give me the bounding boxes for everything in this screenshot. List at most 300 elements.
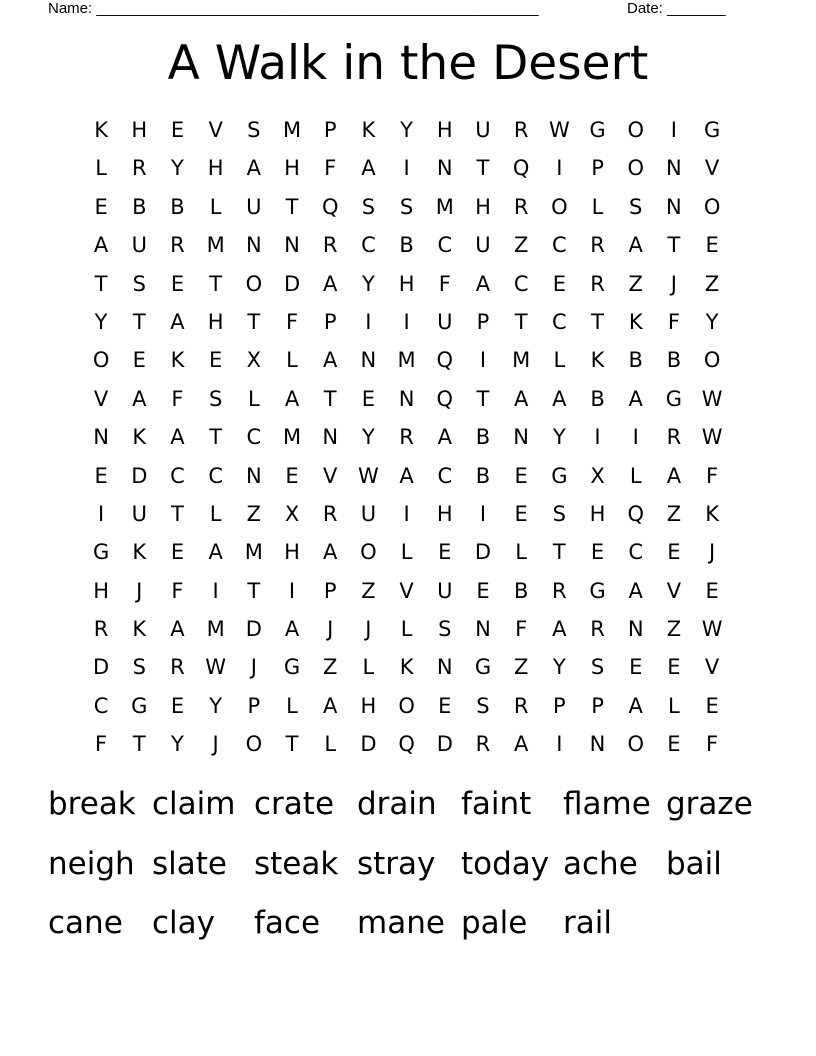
grid-letter: Y <box>705 309 719 334</box>
grid-letter: A <box>93 233 109 258</box>
grid-letter: N <box>93 425 109 450</box>
grid-letter: Q <box>512 156 530 181</box>
grid-letter: A <box>628 578 643 603</box>
grid-letter: U <box>131 501 147 526</box>
grid-letter: J <box>365 617 372 642</box>
grid-letter: G <box>551 463 568 488</box>
grid-letter: E <box>170 693 185 718</box>
grid-letter: V <box>323 463 338 488</box>
grid-letter: B <box>513 578 529 603</box>
grid-letter: N <box>245 463 262 488</box>
grid-letter: S <box>399 194 414 219</box>
grid-letter: J <box>212 732 219 757</box>
grid-letter: A <box>552 386 567 411</box>
grid-letter: E <box>170 271 185 296</box>
grid-letter: P <box>323 578 337 603</box>
grid-letter: K <box>170 348 185 373</box>
grid-letter: M <box>397 348 416 373</box>
grid-letter: C <box>208 463 223 488</box>
grid-letter: T <box>132 732 146 757</box>
grid-letter: L <box>247 386 260 411</box>
grid-letter: C <box>170 463 185 488</box>
grid-letter: N <box>589 732 606 757</box>
word-bank-item: break <box>48 786 136 822</box>
grid-letter: U <box>246 194 262 219</box>
grid-letter: G <box>131 693 148 718</box>
grid-letter: C <box>437 463 453 488</box>
grid-letter: K <box>628 309 643 334</box>
grid-letter: F <box>515 617 528 642</box>
grid-letter: V <box>666 578 682 603</box>
grid-letter: K <box>132 540 147 565</box>
grid-letter: Q <box>436 348 454 373</box>
grid-letter: T <box>247 578 261 603</box>
grid-letter: E <box>132 348 146 373</box>
grid-letter: Q <box>627 501 644 526</box>
grid-letter: O <box>360 540 377 565</box>
grid-letter: M <box>206 233 225 258</box>
grid-letter: N <box>627 617 644 642</box>
grid-letter: K <box>132 617 147 642</box>
grid-letter: D <box>93 655 110 680</box>
grid-letter: U <box>475 233 491 258</box>
grid-letter: F <box>171 386 184 411</box>
grid-letter: C <box>552 309 567 334</box>
grid-row <box>82 648 731 686</box>
grid-letter: A <box>170 309 185 334</box>
grid-letter: G <box>474 655 492 680</box>
grid-letter: B <box>399 233 414 258</box>
grid-letter: H <box>398 271 415 296</box>
grid-letter: R <box>170 655 185 680</box>
word-bank-item: bail <box>666 845 722 882</box>
grid-letter: H <box>207 309 224 334</box>
word-bank-item: steak <box>254 845 339 882</box>
grid-letter: C <box>552 233 567 258</box>
grid-letter: Q <box>398 732 415 757</box>
grid-row <box>82 341 731 379</box>
grid-letter: W <box>701 425 723 450</box>
grid-letter: I <box>212 578 219 603</box>
grid-letter: E <box>514 501 528 526</box>
grid-letter: Y <box>400 118 413 142</box>
grid-letter: E <box>438 540 452 565</box>
grid-letter: J <box>708 540 716 565</box>
grid-letter: M <box>435 194 454 219</box>
grid-letter: E <box>705 693 719 718</box>
grid-letter: L <box>400 540 413 565</box>
word-bank-item: clay <box>152 905 215 941</box>
grid-letter: G <box>283 655 301 680</box>
grid-letter: T <box>171 501 184 526</box>
word-bank-item: pale <box>461 905 528 941</box>
grid-letter: Y <box>552 655 566 680</box>
grid-letter: M <box>512 348 531 373</box>
grid-letter: N <box>475 617 491 642</box>
grid-letter: N <box>436 655 453 680</box>
grid-letter: B <box>590 386 605 411</box>
grid-letter: E <box>285 463 299 488</box>
grid-letter: N <box>436 156 453 181</box>
grid-letter: O <box>92 348 110 373</box>
grid-letter: V <box>93 386 109 411</box>
grid-letter: E <box>667 655 681 680</box>
grid-letter: E <box>629 655 643 680</box>
word-bank-item: drain <box>357 786 437 822</box>
grid-letter: I <box>365 309 372 334</box>
grid-letter: H <box>207 156 224 181</box>
grid-letter: N <box>360 348 377 373</box>
grid-letter: E <box>667 732 681 757</box>
grid-letter: L <box>553 348 566 373</box>
grid-row <box>82 380 731 418</box>
grid-letter: F <box>95 732 108 757</box>
word-bank-item: claim <box>152 786 236 822</box>
grid-letter: B <box>475 425 491 450</box>
grid-letter: R <box>322 233 338 258</box>
grid-letter: O <box>245 732 263 757</box>
grid-letter: R <box>513 194 529 219</box>
word-bank-item: slate <box>152 845 227 882</box>
grid-letter: R <box>513 693 529 718</box>
grid-letter: H <box>284 540 300 565</box>
grid-letter: Q <box>321 194 339 219</box>
grid-letter: F <box>438 271 451 296</box>
grid-letter: N <box>666 194 682 219</box>
grid-letter: D <box>131 463 148 488</box>
grid-letter: H <box>131 118 148 142</box>
grid-letter: Y <box>171 732 184 757</box>
grid-letter: P <box>323 309 337 334</box>
grid-letter: R <box>322 501 338 526</box>
grid-letter: S <box>438 617 452 642</box>
grid-row <box>82 188 731 226</box>
grid-letter: V <box>704 156 720 181</box>
grid-row <box>82 725 731 763</box>
grid-letter: R <box>666 425 682 450</box>
grid-letter: A <box>208 540 223 565</box>
grid-letter: T <box>132 309 146 334</box>
grid-letter: L <box>515 540 527 565</box>
grid-letter: R <box>399 425 414 450</box>
name-field-line: Name: _____________________________________________________ <box>48 0 539 17</box>
grid-letter: J <box>250 655 257 680</box>
grid-row <box>82 495 731 533</box>
grid-letter: A <box>323 271 338 296</box>
word-bank-item: flame <box>563 786 651 822</box>
grid-letter: N <box>513 425 530 450</box>
grid-letter: A <box>552 617 567 642</box>
grid-letter: I <box>288 578 296 603</box>
grid-letter: C <box>513 271 529 296</box>
grid-letter: F <box>171 578 184 603</box>
grid-letter: U <box>475 118 491 142</box>
grid-letter: T <box>285 732 299 757</box>
grid-row <box>82 226 731 264</box>
grid-letter: P <box>591 693 604 718</box>
grid-letter: Y <box>209 693 223 718</box>
grid-letter: W <box>701 386 723 411</box>
grid-row <box>82 533 731 571</box>
word-bank-item: stray <box>357 845 436 882</box>
grid-row <box>82 265 731 303</box>
grid-letter: M <box>206 617 225 642</box>
grid-letter: H <box>436 501 453 526</box>
grid-letter: V <box>704 655 720 680</box>
grid-letter: T <box>667 233 681 258</box>
grid-letter: X <box>246 348 262 373</box>
grid-letter: S <box>476 693 490 718</box>
grid-letter: M <box>244 540 263 565</box>
grid-letter: E <box>170 540 185 565</box>
grid-letter: T <box>285 194 299 219</box>
grid-letter: P <box>591 156 604 181</box>
word-bank-row <box>48 901 766 961</box>
grid-letter: G <box>92 540 110 565</box>
grid-letter: T <box>591 309 604 334</box>
grid-letter: C <box>246 425 262 450</box>
grid-letter: C <box>93 693 109 718</box>
grid-letter: T <box>209 271 223 296</box>
grid-letter: T <box>323 386 337 411</box>
grid-letter: S <box>132 655 146 680</box>
grid-letter: U <box>360 501 377 526</box>
grid-letter: A <box>513 386 529 411</box>
word-bank-item: face <box>254 905 321 941</box>
grid-letter: Y <box>171 156 184 181</box>
grid-letter: B <box>132 194 147 219</box>
grid-letter: H <box>436 118 453 142</box>
grid-letter: C <box>361 233 376 258</box>
grid-letter: R <box>513 118 529 142</box>
grid-letter: A <box>475 271 491 296</box>
grid-letter: S <box>361 194 376 219</box>
grid-letter: L <box>286 348 298 373</box>
grid-letter: L <box>209 501 222 526</box>
grid-letter: L <box>324 732 337 757</box>
grid-letter: T <box>209 425 223 450</box>
grid-letter: A <box>284 386 300 411</box>
grid-letter: T <box>552 540 566 565</box>
grid-row <box>82 610 731 648</box>
grid-letter: B <box>628 348 643 373</box>
grid-letter: A <box>513 732 529 757</box>
grid-letter: D <box>360 732 377 757</box>
grid-letter: X <box>590 463 605 488</box>
grid-row <box>82 111 731 149</box>
grid-letter: O <box>551 194 568 219</box>
grid-letter: I <box>556 156 563 181</box>
grid-letter: U <box>437 309 453 334</box>
grid-letter: K <box>361 118 376 142</box>
grid-letter: A <box>628 693 643 718</box>
grid-row <box>82 418 731 456</box>
grid-letter: O <box>245 271 263 296</box>
grid-row <box>82 687 731 725</box>
grid-letter: S <box>552 501 567 526</box>
word-bank-row <box>48 842 766 902</box>
grid-letter: F <box>667 309 680 334</box>
grid-letter: Z <box>246 501 262 526</box>
grid-letter: Z <box>628 271 643 296</box>
grid-letter: E <box>94 463 108 488</box>
grid-letter: A <box>284 617 300 642</box>
grid-letter: I <box>670 118 677 142</box>
grid-letter: H <box>360 693 377 718</box>
grid-letter: S <box>590 655 605 680</box>
grid-letter: K <box>705 501 719 526</box>
grid-letter: B <box>475 463 491 488</box>
puzzle-title: A Walk in the Desert <box>167 36 649 91</box>
grid-letter: S <box>629 194 643 219</box>
grid-letter: P <box>247 693 261 718</box>
grid-letter: R <box>131 156 147 181</box>
grid-letter: O <box>398 693 415 718</box>
grid-letter: V <box>208 118 223 142</box>
grid-letter: K <box>132 425 147 450</box>
grid-letter: D <box>245 617 262 642</box>
grid-letter: L <box>286 693 298 718</box>
grid-letter: R <box>590 271 605 296</box>
grid-letter: R <box>475 732 491 757</box>
grid-letter: Y <box>552 425 566 450</box>
grid-letter: S <box>208 386 223 411</box>
word-bank-item: graze <box>666 786 753 822</box>
grid-letter: O <box>627 732 644 757</box>
grid-letter: G <box>589 578 606 603</box>
grid-letter: D <box>474 540 492 565</box>
grid-letter: R <box>93 617 109 642</box>
grid-letter: Z <box>513 655 529 680</box>
grid-letter: L <box>209 194 222 219</box>
grid-letter: N <box>398 386 415 411</box>
grid-letter: A <box>666 463 682 488</box>
word-bank-item: neigh <box>48 845 135 882</box>
grid-row <box>82 303 731 341</box>
grid-letter: R <box>590 617 605 642</box>
grid-letter: A <box>132 386 147 411</box>
grid-letter: P <box>323 118 337 142</box>
grid-letter: I <box>403 309 410 334</box>
grid-letter: T <box>94 271 108 296</box>
word-bank <box>48 782 766 961</box>
grid-letter: H <box>475 194 491 219</box>
grid-letter: V <box>399 578 414 603</box>
grid-letter: M <box>282 425 302 450</box>
word-bank-item: crate <box>254 786 335 822</box>
grid-letter: I <box>479 348 487 373</box>
grid-letter: A <box>246 156 262 181</box>
date-field-line: Date: _______ <box>627 0 726 17</box>
grid-letter: I <box>594 425 601 450</box>
grid-row <box>82 457 731 495</box>
grid-letter: T <box>514 309 528 334</box>
grid-letter: T <box>476 156 490 181</box>
grid-letter: Z <box>666 617 682 642</box>
grid-letter: I <box>403 501 410 526</box>
grid-letter: Q <box>436 386 454 411</box>
word-bank-row <box>48 782 766 842</box>
grid-letter: T <box>247 309 261 334</box>
grid-letter: J <box>136 578 143 603</box>
grid-letter: T <box>476 386 490 411</box>
grid-letter: O <box>627 156 644 181</box>
grid-letter: A <box>361 156 376 181</box>
grid-letter: L <box>362 655 375 680</box>
grid-letter: W <box>358 463 379 488</box>
grid-letter: A <box>437 425 452 450</box>
grid-letter: G <box>589 118 606 142</box>
grid-letter: Y <box>361 425 375 450</box>
grid-letter: K <box>590 348 605 373</box>
grid-letter: W <box>701 617 723 642</box>
grid-letter: E <box>552 271 566 296</box>
grid-row <box>82 572 731 610</box>
grid-letter: R <box>590 233 605 258</box>
grid-letter: O <box>703 194 721 219</box>
grid-letter: E <box>590 540 605 565</box>
grid-letter: R <box>552 578 567 603</box>
grid-letter: M <box>282 118 302 142</box>
grid-letter: L <box>95 156 107 181</box>
grid-letter: Z <box>323 655 338 680</box>
grid-letter: O <box>703 348 721 373</box>
grid-letter: B <box>170 194 185 219</box>
grid-letter: E <box>705 578 719 603</box>
grid-letter: H <box>93 578 109 603</box>
grid-letter: A <box>323 693 338 718</box>
grid-letter: I <box>556 732 563 757</box>
word-bank-item: faint <box>461 786 532 822</box>
word-bank-item: ache <box>563 845 638 882</box>
letter-grid <box>82 111 731 764</box>
grid-letter: Y <box>94 309 108 334</box>
grid-letter: H <box>284 156 300 181</box>
grid-letter: N <box>666 156 682 181</box>
grid-letter: W <box>205 655 227 680</box>
grid-letter: O <box>627 118 644 142</box>
grid-letter: A <box>399 463 414 488</box>
grid-letter: J <box>327 617 334 642</box>
grid-letter: W <box>548 118 570 142</box>
grid-row <box>82 149 731 187</box>
grid-letter: U <box>131 233 147 258</box>
grid-letter: R <box>170 233 185 258</box>
grid-letter: Z <box>361 578 376 603</box>
grid-letter: A <box>323 348 338 373</box>
word-bank-item: rail <box>563 905 612 941</box>
grid-letter: S <box>247 118 261 142</box>
grid-letter: A <box>323 540 338 565</box>
grid-letter: E <box>667 540 681 565</box>
grid-letter: L <box>591 194 604 219</box>
grid-letter: L <box>400 617 413 642</box>
grid-letter: Z <box>513 233 529 258</box>
grid-letter: E <box>94 194 108 219</box>
grid-letter: P <box>553 693 566 718</box>
grid-letter: N <box>284 233 300 258</box>
grid-letter: A <box>628 233 643 258</box>
grid-letter: Y <box>361 271 375 296</box>
grid-letter: B <box>666 348 682 373</box>
grid-letter: G <box>665 386 683 411</box>
word-bank-item: cane <box>48 905 123 941</box>
grid-letter: C <box>628 540 644 565</box>
word-bank-item: mane <box>357 905 445 941</box>
grid-letter: I <box>479 501 487 526</box>
grid-letter: I <box>403 156 410 181</box>
grid-letter: L <box>668 693 680 718</box>
